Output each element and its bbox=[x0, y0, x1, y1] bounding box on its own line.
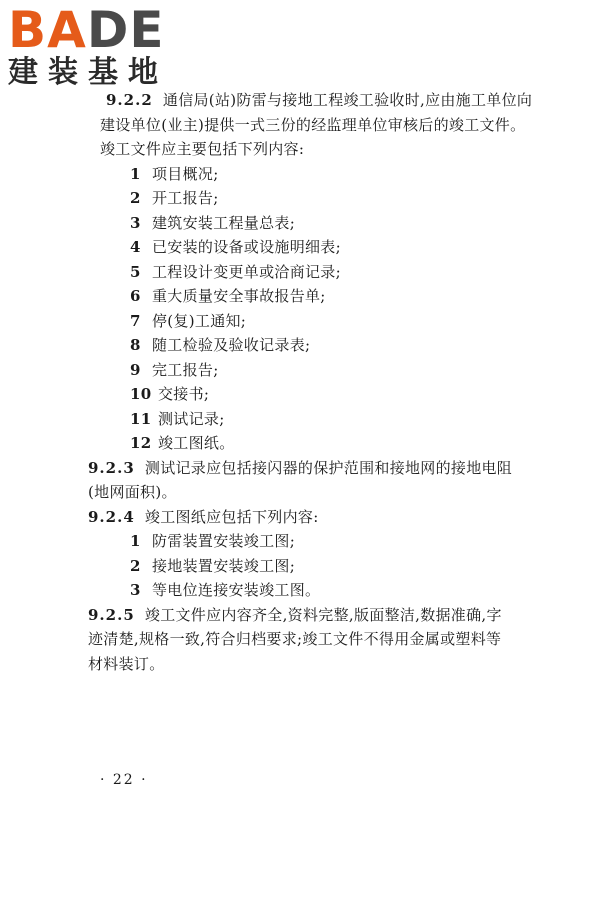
list-item-text: 重大质量安全事故报告单; bbox=[152, 287, 326, 305]
list-item-number: 11 bbox=[130, 409, 152, 428]
bade-logo bbox=[8, 1, 178, 90]
list-item-text: 随工检验及验收记录表; bbox=[152, 336, 311, 354]
logo-subtitle: 建装基地 bbox=[8, 55, 168, 90]
section-text: 竣工图纸应包括下列内容: bbox=[144, 507, 319, 526]
section-9-2-3-line-2: (地网面积)。 bbox=[88, 483, 177, 501]
section-text: 测试记录应包括接闪器的保护范围和接地网的接地电阻 bbox=[144, 458, 513, 477]
list-item-number: 6 bbox=[130, 287, 141, 305]
list-item-text: 接地装置安装竣工图; bbox=[152, 556, 296, 575]
logo-wordmark bbox=[8, 1, 178, 59]
list-item bbox=[130, 382, 530, 407]
section-9-2-2-line-3: 竣工文件应主要包括下列内容: bbox=[100, 140, 305, 158]
list-item-text: 等电位连接安装竣工图。 bbox=[152, 581, 321, 599]
list-item-number: 7 bbox=[130, 311, 141, 330]
list-item-number: 9 bbox=[130, 360, 141, 379]
list-item-number: 1 bbox=[130, 164, 141, 183]
section-9-2-5-line-1 bbox=[88, 603, 530, 628]
section-9-2-5-line-3: 材料装订。 bbox=[88, 654, 165, 673]
list-item bbox=[130, 554, 530, 579]
list-item bbox=[130, 333, 530, 358]
list-item-number: 8 bbox=[130, 336, 141, 354]
section-number: 9.2.4 bbox=[88, 507, 135, 526]
section-9-2-2-line-2: 建设单位(业主)提供一式三份的经监理单位审核后的竣工文件。 bbox=[100, 115, 526, 134]
logo-wordmark-rest: DE bbox=[86, 1, 165, 59]
list-item-number: 12 bbox=[130, 434, 152, 452]
list-item-number: 2 bbox=[130, 556, 141, 575]
list-item bbox=[130, 162, 530, 187]
list-item bbox=[130, 186, 530, 211]
list-item bbox=[130, 431, 530, 456]
list-item bbox=[130, 260, 530, 285]
list-item bbox=[130, 358, 530, 383]
list-item-text: 项目概况; bbox=[152, 164, 219, 183]
section-number: 9.2.5 bbox=[88, 605, 135, 624]
list-item bbox=[130, 284, 530, 309]
list-item-number: 2 bbox=[130, 189, 141, 207]
section-text: 通信局(站)防雷与接地工程竣工验收时,应由施工单位向 bbox=[162, 91, 533, 109]
section-9-2-5-line-2: 迹清楚,规格一致,符合归档要求;竣工文件不得用金属或塑料等 bbox=[88, 630, 502, 648]
list-item-text: 完工报告; bbox=[152, 360, 219, 379]
list-item bbox=[130, 309, 530, 334]
list-item-text: 竣工图纸。 bbox=[158, 434, 235, 452]
section-9-2-3-line-1 bbox=[88, 456, 530, 481]
list-item-text: 停(复)工通知; bbox=[152, 311, 247, 330]
list-item-text: 测试记录; bbox=[158, 409, 225, 428]
section-9-2-2-line-1 bbox=[106, 88, 533, 113]
section-number: 9.2.2 bbox=[106, 91, 153, 109]
list-item bbox=[130, 407, 530, 432]
list-item-number: 5 bbox=[130, 262, 141, 281]
logo-wordmark-accent: BA bbox=[8, 1, 87, 59]
section-9-2-4-line-1 bbox=[88, 505, 530, 530]
list-item bbox=[130, 211, 530, 236]
list-item-number: 4 bbox=[130, 238, 141, 256]
list-item-text: 工程设计变更单或洽商记录; bbox=[152, 262, 341, 281]
list-item bbox=[130, 235, 530, 260]
page-number: · 22 · bbox=[100, 772, 148, 788]
list-item-number: 1 bbox=[130, 532, 141, 550]
list-item-text: 建筑安装工程量总表; bbox=[152, 213, 296, 232]
section-text: 竣工文件应内容齐全,资料完整,版面整洁,数据准确,字 bbox=[144, 605, 502, 624]
document-body bbox=[88, 88, 533, 676]
list-item-number: 10 bbox=[130, 385, 152, 403]
list-9-2-4 bbox=[100, 529, 530, 603]
list-item-number: 3 bbox=[130, 213, 141, 232]
list-item-text: 开工报告; bbox=[152, 189, 219, 207]
list-item bbox=[130, 578, 530, 603]
list-item-text: 防雷装置安装竣工图; bbox=[152, 532, 296, 550]
list-9-2-2 bbox=[100, 162, 530, 456]
list-item-text: 交接书; bbox=[158, 385, 210, 403]
list-item-number: 3 bbox=[130, 581, 141, 599]
section-number: 9.2.3 bbox=[88, 458, 135, 477]
list-item-text: 已安装的设备或设施明细表; bbox=[152, 238, 341, 256]
list-item bbox=[130, 529, 530, 554]
